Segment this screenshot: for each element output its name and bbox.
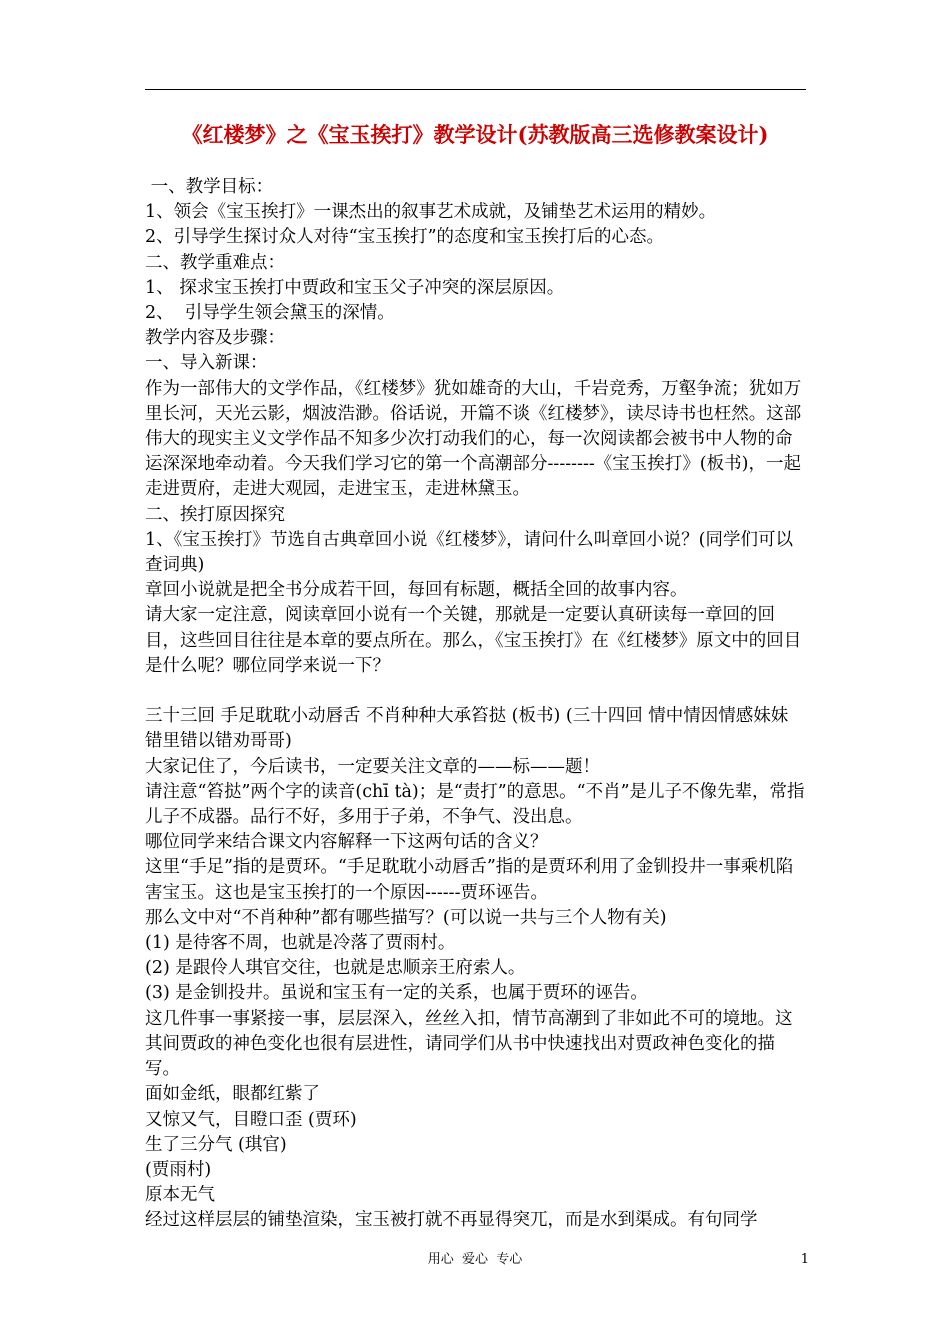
paragraph: 请大家一定注意，阅读章回小说有一个关键，那就是一定要认真研读每一章回的回目，这些回目往往是本章的要点所在。那么，《宝玉挨打》在《红楼梦》原文中的回目是什么呢？哪位同学来说一下？ (145, 605, 802, 676)
paragraph: 教学内容及步骤： (145, 328, 285, 349)
paragraph: 这里“手足”指的是贾环。“手足耽耽小动唇舌”指的是贾环利用了金钏投井一事乘机陷害宝玉。这也是宝玉挨打的一个原因------贾环诬告。 (145, 857, 794, 903)
blank-line (145, 679, 807, 704)
paragraph: 2、引导学生探讨众人对待“宝玉挨打”的态度和宝玉挨打后的心态。 (145, 227, 665, 248)
paragraph: 大家记住了，今后读书，一定要关注文章的——标——题！ (145, 756, 600, 777)
paragraph: 生了三分气 (琪官) (145, 1134, 287, 1155)
paragraph: 这几件事一事紧接一事，层层深入，丝丝入扣，情节高潮到了非如此不可的境地。这其间贾政的神色变化也很有层进性，请同学们从书中快速找出对贾政神色变化的描写。 (145, 1008, 793, 1080)
document-body (145, 175, 807, 1234)
paragraph: 1、领会《宝玉挨打》一课杰出的叙事艺术成就，及铺垫艺术运用的精妙。 (145, 202, 717, 223)
paragraph: 一、导入新课： (145, 353, 268, 374)
paragraph: (3) 是金钏投井。虽说和宝玉有一定的关系，也属于贾环的诬告。 (145, 983, 648, 1004)
paragraph: 请注意“笞挞”两个字的读音(chī tà)；是“责打”的意思。“不肖”是儿子不像先辈，常指儿子不成器。品行不好，多用于子弟，不争气、没出息。 (145, 781, 805, 828)
footer-text: 用心 爱心 专心 (427, 1252, 523, 1267)
paragraph: 二、教学重难点： (145, 252, 285, 273)
paragraph: 三十三回 手足耽耽小动唇舌 不肖种种大承笞挞 (板书) (三十四回 情中情因情感妹妹 错里错以错劝哥哥) (145, 706, 794, 752)
paragraph: 那么文中对“不肖种种”都有哪些描写？(可以说一共与三个人物有关) (145, 907, 667, 928)
paragraph: 1、 探求宝玉挨打中贾政和宝玉父子冲突的深层原因。 (145, 277, 565, 298)
paragraph: 二、挨打原因探究 (145, 504, 285, 525)
paragraph: 作为一部伟大的文学作品，《红楼梦》犹如雄奇的大山，千岩竞秀，万壑争流；犹如万里长河，天光云影，烟波浩渺。俗话说，开篇不谈《红楼梦》，读尽诗书也枉然。这部伟大的现实主义文学作品不知多少次打动我们的心，每一次阅读都会被书中人物的命运深深地牵动着。今天我们学习它的第一个高潮部分--------《宝玉挨打》(板书)，一起走进贾府，走进大观园，走进宝玉，走进林黛玉。 (145, 378, 802, 500)
paragraph: 一、教学目标： (145, 177, 274, 197)
paragraph: 经过这样层层的铺垫渲染，宝玉被打就不再显得突兀，而是水到渠成。有句同学 (145, 1210, 758, 1231)
paragraph: 1、《宝玉挨打》节选自古典章回小说《红楼梦》，请问什么叫章回小说？(同学们可以查词典) (145, 529, 793, 576)
paragraph: (贾雨村) (145, 1159, 212, 1180)
paragraph: (2) 是跟伶人琪官交往，也就是忠顺亲王府索人。 (145, 958, 526, 979)
paragraph: 原本无气 (145, 1185, 215, 1206)
paragraph: 又惊又气，目瞪口歪 (贾环) (145, 1109, 357, 1130)
paragraph: 章回小说就是把全书分成若干回，每回有标题，概括全回的故事内容。 (145, 580, 688, 601)
paragraph: 哪位同学来结合课文内容解释一下这两句话的含义？ (145, 832, 548, 853)
paragraph: (1) 是待客不周，也就是冷落了贾雨村。 (145, 933, 456, 954)
paragraph: 2、 引导学生领会黛玉的深情。 (145, 303, 395, 324)
header-rule (145, 89, 806, 90)
paragraph: 面如金纸，眼都红紫了 (145, 1084, 320, 1105)
page-number: 1 (800, 1252, 809, 1267)
document-title: 《红楼梦》之《宝玉挨打》教学设计(苏教版高三选修教案设计) (181, 122, 769, 147)
